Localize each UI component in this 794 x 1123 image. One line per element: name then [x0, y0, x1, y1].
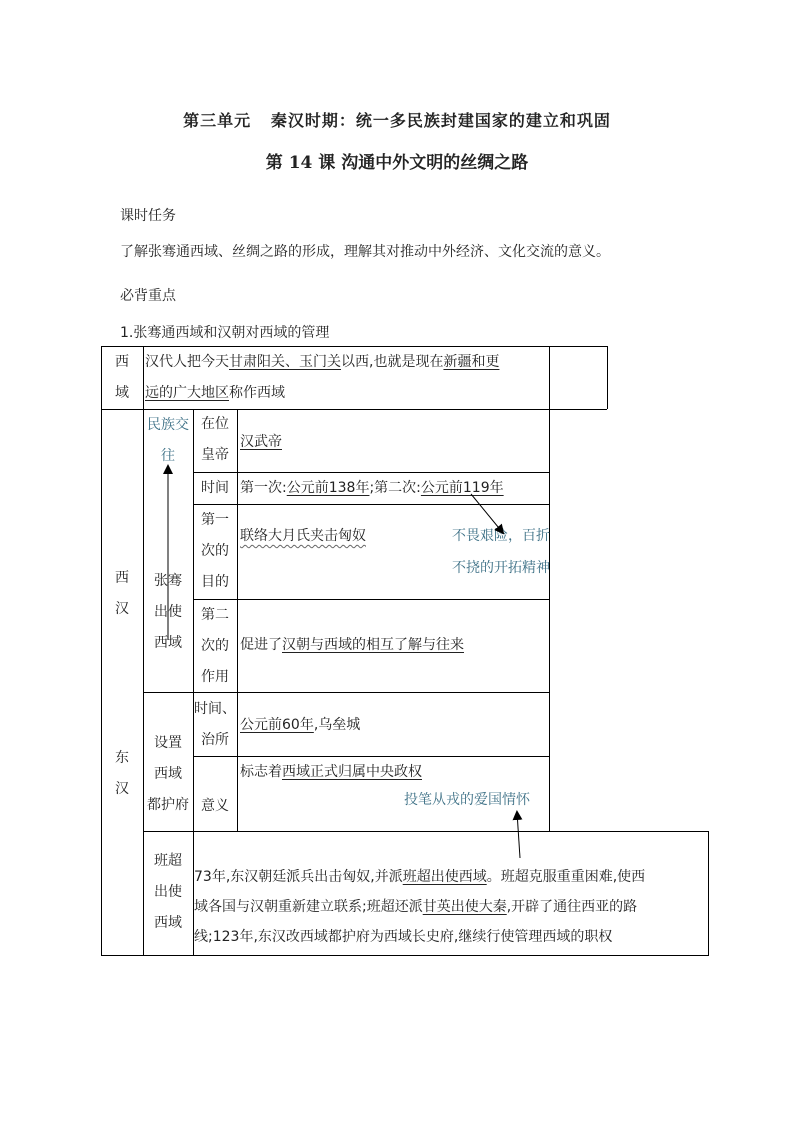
annotation-ethnic: 民族交 往	[147, 417, 189, 464]
zhangqian-label: 张骞 出使 西域	[154, 573, 182, 651]
meaning-label: 意义	[201, 798, 229, 814]
task-heading: 课时任务	[120, 208, 176, 224]
effect-value: 促进了汉朝与西域的相互了解与往来	[240, 637, 464, 653]
annotation-spirit: 不畏艰险，百折 不挠的开拓精神	[452, 528, 550, 576]
banchao-value: 73年,东汉朝廷派兵出击匈奴,并派班超出使西域。班超克服重重困难,使西 域各国与汉朝重新建立联系;班超还派甘英出使大秦,开辟了通往西亚的路 线;123年,东汉改西域都护府为西域长史府,继续行使管理西域的职权	[194, 869, 646, 945]
donghan-label: 东 汉	[115, 750, 129, 797]
xihan-label: 西 汉	[115, 570, 129, 617]
time-value: 第一次:公元前138年;第二次:公元前119年	[240, 480, 504, 496]
key-heading: 必背重点	[120, 288, 176, 304]
arrow-to-purpose	[471, 494, 503, 533]
time-location-label: 时间、 治所	[194, 701, 236, 748]
task-text: 了解张骞通西域、丝绸之路的形成，理解其对推动中外经济、文化交流的意义。	[120, 244, 610, 260]
section-heading: 1.张骞通西域和汉朝对西域的管理	[120, 325, 330, 341]
banchao-label: 班超 出使 西域	[154, 853, 182, 931]
arrow-to-meaning	[517, 812, 520, 858]
purpose-label: 第一 次的 目的	[201, 512, 229, 590]
duhufu-label: 设置 西域 都护府	[147, 735, 189, 813]
purpose-value: 联络大月氏夹击匈奴	[240, 528, 366, 544]
xiyu-label: 西 域	[115, 354, 129, 401]
unit-title: 第三单元 秦汉时期：统一多民族封建国家的建立和巩固	[183, 111, 611, 130]
time-label: 时间	[201, 480, 229, 496]
time-location-value: 公元前60年,乌垒城	[240, 717, 361, 733]
emperor-value: 汉武帝	[240, 434, 282, 450]
lesson-title: 第 14 课 沟通中外文明的丝绸之路	[265, 153, 529, 173]
meaning-value: 标志着西域正式归属中央政权	[240, 764, 422, 780]
annotation-patriot: 投笔从戎的爱国情怀	[404, 792, 530, 808]
xiyu-definition: 汉代人把今天甘肃阳关、玉门关以西,也就是现在新疆和更 远的广大地区称作西域	[145, 354, 500, 401]
emperor-label: 在位 皇帝	[201, 416, 229, 463]
effect-label: 第二 次的 作用	[201, 607, 229, 685]
